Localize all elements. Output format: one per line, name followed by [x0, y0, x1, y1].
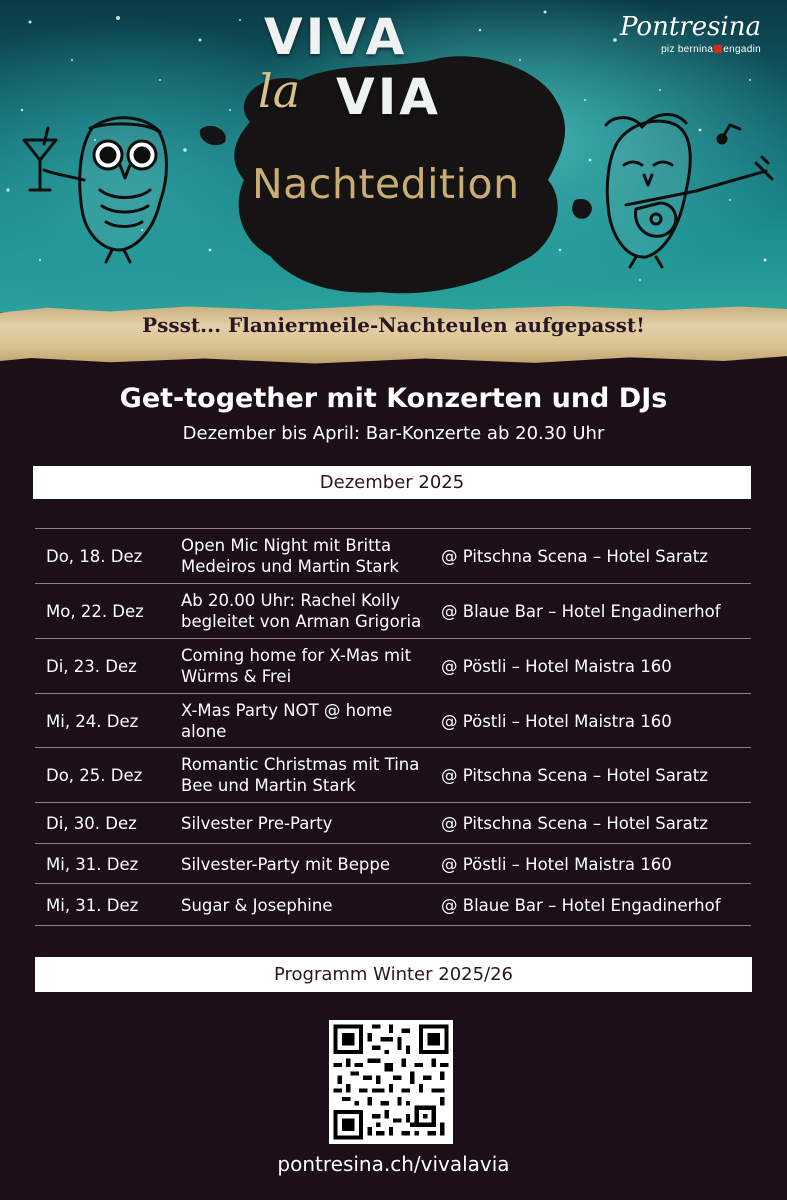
table-row [35, 748, 751, 803]
program-bar: Programm Winter 2025/26 [35, 957, 752, 992]
table-row [35, 884, 751, 926]
event-title: X-Mas Party NOT @ home alone [181, 701, 393, 741]
month-bar: Dezember 2025 [33, 466, 751, 499]
table-row [35, 639, 751, 694]
event-title: Coming home for X-Mas mit Würms & Frei [181, 646, 412, 686]
event-venue: @ Pöstli – Hotel Maistra 160 [441, 855, 672, 874]
event-venue: @ Pöstli – Hotel Maistra 160 [441, 657, 672, 676]
event-date: Mi, 31. Dez [46, 855, 139, 874]
event-date: Mi, 31. Dez [46, 896, 139, 915]
event-title: Sugar & Josephine [181, 896, 333, 915]
event-venue: @ Pöstli – Hotel Maistra 160 [441, 712, 672, 731]
event-title: Silvester-Party mit Beppe [181, 855, 390, 874]
title-via: VIA [336, 68, 441, 126]
title-la: la [258, 64, 301, 118]
event-venue: @ Pitschna Scena – Hotel Saratz [441, 814, 708, 833]
event-date: Do, 18. Dez [46, 547, 143, 566]
table-row [35, 584, 751, 639]
tagline: Pssst... Flaniermeile-Nachteulen aufgepasst! [142, 313, 645, 337]
event-date: Di, 23. Dez [46, 657, 137, 676]
event-title: Open Mic Night mit Britta Medeiros und Martin Stark [181, 536, 399, 576]
event-date: Do, 25. Dez [46, 766, 143, 785]
page-heading: Get-together mit Konzerten und DJs [119, 383, 668, 414]
logo-subtitle: piz bernina engadin [661, 44, 761, 55]
page-subheading: Dezember bis April: Bar-Konzerte ab 20.30 Uhr [182, 423, 605, 444]
event-title: Romantic Christmas mit Tina Bee und Martin Stark [181, 755, 420, 795]
hero-banner [0, 0, 787, 312]
table-row [35, 529, 751, 584]
event-venue: @ Pitschna Scena – Hotel Saratz [441, 547, 708, 566]
table-row [35, 844, 751, 884]
logo-name: Pontresina [619, 12, 761, 42]
title-viva: VIVA [264, 8, 408, 66]
event-date: Mo, 22. Dez [46, 602, 144, 621]
event-title: Ab 20.00 Uhr: Rachel Kolly begleitet von Arman Grigoria [181, 591, 422, 631]
swiss-cross-icon [714, 45, 722, 53]
pontresina-logo [620, 12, 761, 55]
website-url[interactable]: pontresina.ch/vivalavia [277, 1152, 510, 1176]
events-table [35, 528, 751, 926]
owl-guitar-icon [596, 105, 776, 275]
event-venue: @ Blaue Bar – Hotel Engadinerhof [441, 602, 721, 621]
table-row [35, 694, 751, 748]
owl-cocktail-icon [20, 110, 185, 270]
event-date: Di, 30. Dez [46, 814, 137, 833]
event-title: Silvester Pre-Party [181, 814, 333, 833]
event-venue: @ Pitschna Scena – Hotel Saratz [441, 766, 708, 785]
table-row [35, 803, 751, 844]
event-date: Mi, 24. Dez [46, 712, 139, 731]
qr-code-icon[interactable] [329, 1020, 453, 1144]
event-venue: @ Blaue Bar – Hotel Engadinerhof [441, 896, 721, 915]
title-nachtedition: Nachtedition [252, 160, 520, 208]
